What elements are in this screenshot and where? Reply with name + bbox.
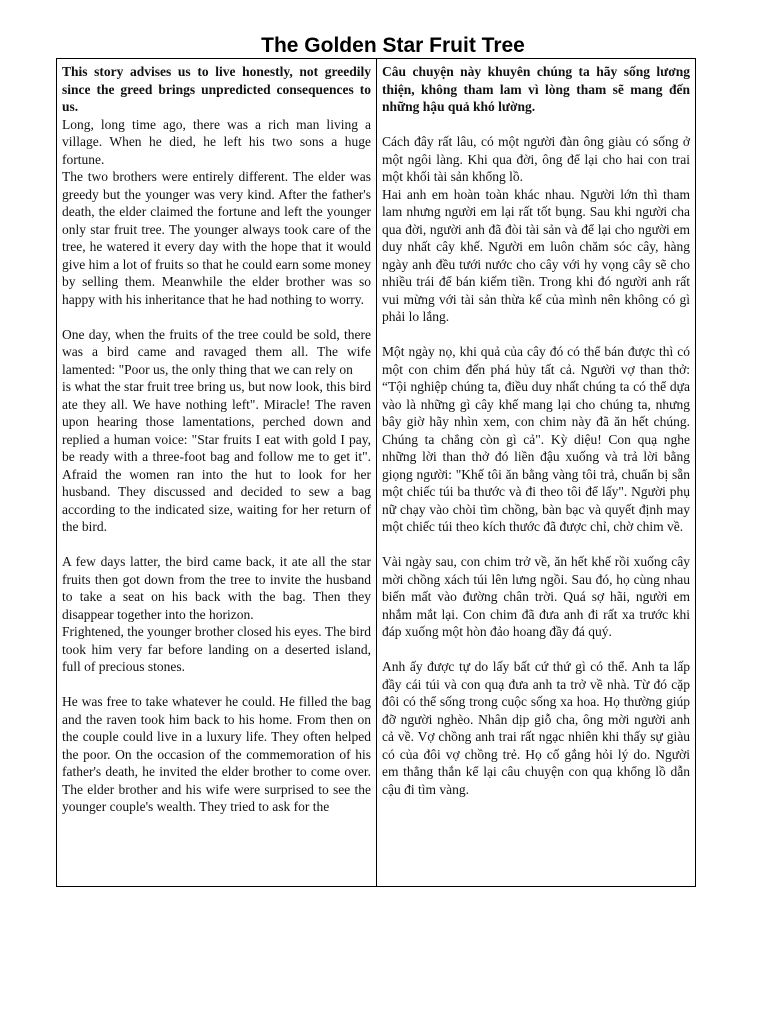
english-intro: This story advises us to live honestly, not greedily since the greed brings unpredicted consequences to us.	[62, 64, 371, 114]
english-paragraph: The two brothers were entirely different. The elder was greedy but the younger was very kind. After the father's death, the elder claimed the fortune and left the younger only star fruit tree. The younger always took care of the tree, he watered it every day with the hope that it would give him a lot of fruits so that he could earn some money by selling them. Meanwhile the elder brother was so happy with his inheritance that he had nothing to worry.	[62, 169, 371, 307]
paragraph-gap	[382, 326, 690, 344]
story-table	[56, 58, 696, 887]
vietnamese-intro: Câu chuyện này khuyên chúng ta hãy sống lương thiện, không tham lam vì lòng tham sẽ mang đến những hậu quả khó lường.	[382, 64, 690, 114]
vietnamese-paragraph: Một ngày nọ, khi quả của cây đó có thể bán được thì có một con chim đến phá hủy tất cả. Người vợ than thở: “Tội nghiệp chúng ta, điều duy nhất chúng ta có thể dựa vào là những gì cây khế mang lại cho chúng ta, nhưng bây giờ hãy nhìn xem, con chim này đã ăn hết chúng. Chúng ta chẳng còn gì cả". Kỳ diệu! Con quạ nghe những lời than thở đó liền đậu xuống và trả lời bằng giọng người: "Khế tôi ăn bằng vàng tôi trả, chuẩn bị sẵn một chiếc túi ba thước và đi theo tôi để lấy". Người phụ nữ chạy vào chòi tìm chồng, bàn bạc và quyết định may một chiếc túi theo kích thước đã được chỉ, chờ chim về.	[382, 344, 690, 534]
english-paragraph: Long, long time ago, there was a rich man living a village. When he died, he left his two sons a huge fortune.	[62, 116, 371, 167]
vietnamese-paragraph: Anh ấy được tự do lấy bất cứ thứ gì có thể. Anh ta lấp đầy cái túi và con quạ đưa anh ta trở về nhà. Từ đó cặp đôi có thể sống trong cuộc sống xa hoa. Họ thường giúp đỡ người nghèo. Nhân dịp giỗ cha, ông mời người anh cả về. Vợ chồng anh trai rất ngạc nhiên khi thấy sự giàu có của đôi vợ chồng trẻ. Họ cố gắng hỏi lý do. Người em thẳng thắn kể lại câu chuyện con quạ khổng lồ dẫn cậu đi tìm vàng.	[382, 659, 690, 797]
vietnamese-paragraph: Cách đây rất lâu, có một người đàn ông giàu có sống ở một ngôi làng. Khi qua đời, ông để lại cho hai con trai một khối tài sản khổng lồ.	[382, 134, 690, 184]
english-paragraph: He was free to take whatever he could. He filled the bag and the raven took him back to his home. From then on the couple could live in a luxury life. They often helped the poor. On the occasion of the commemoration of his father's death, he invited the elder brother to come over. The elder brother and his wife were surprised to see the younger couple's wealth. They tried to ask for the	[62, 694, 371, 814]
paragraph-gap	[62, 536, 371, 554]
paragraph-gap	[382, 536, 690, 554]
paragraph-gap	[62, 676, 371, 694]
page-title: The Golden Star Fruit Tree	[261, 34, 525, 57]
paragraph-gap	[382, 116, 690, 134]
paragraph-gap	[382, 641, 690, 659]
vietnamese-paragraph: Hai anh em hoàn toàn khác nhau. Người lớn thì tham lam nhưng người em lại rất tốt bụng. Sau khi người cha qua đời, người anh đã đòi tài sản và để lại cho người em duy nhất cây khế. Người em luôn chăm sóc cây, hàng ngày anh đều tưới nước cho cây với hy vọng cây sẽ cho nhiều trái để bán kiếm tiền. Trong khi đó người anh rất vui mừng với tài sản thừa kế của mình nên không có gì phải lo lắng.	[382, 186, 690, 324]
english-paragraph: is what the star fruit tree bring us, but now look, this bird ate they all. We have nothing left". Miracle! The raven upon hearing those lamentations, perched down and replied a human voice: "Star fruits I eat with gold I pay, be ready with a three-foot bag and follow me to get it". Afraid the women ran into the hut to look for her husband. They discussed and decided to sew a bag according to the indicated size, waiting for her return of the bird.	[62, 379, 371, 534]
english-paragraph: One day, when the fruits of the tree could be sold, there was a bird came and ravaged them all. The wife lamented: "Poor us, the only thing that we can rely on	[62, 326, 371, 377]
english-column	[57, 59, 377, 886]
english-paragraph: A few days latter, the bird came back, it ate all the star fruits then got down from the tree to invite the husband to take a seat on his back with the bag. Then they disappear together into the horizon.	[62, 554, 371, 622]
paragraph-gap	[62, 308, 371, 326]
vietnamese-paragraph: Vài ngày sau, con chim trở về, ăn hết khế rồi xuống cây mời chồng xách túi lên lưng ngồi. Sau đó, họ cùng nhau biến mất vào đường chân trời. Quá sợ hãi, người em nhắm mắt lại. Con chim đã đưa anh đi rất xa trước khi đáp xuống một hòn đảo hoang đầy đá quý.	[382, 554, 690, 639]
vietnamese-column	[377, 59, 695, 886]
english-paragraph: Frightened, the younger brother closed his eyes. The bird took him very far before landing on a deserted island, full of precious stones.	[62, 624, 371, 674]
